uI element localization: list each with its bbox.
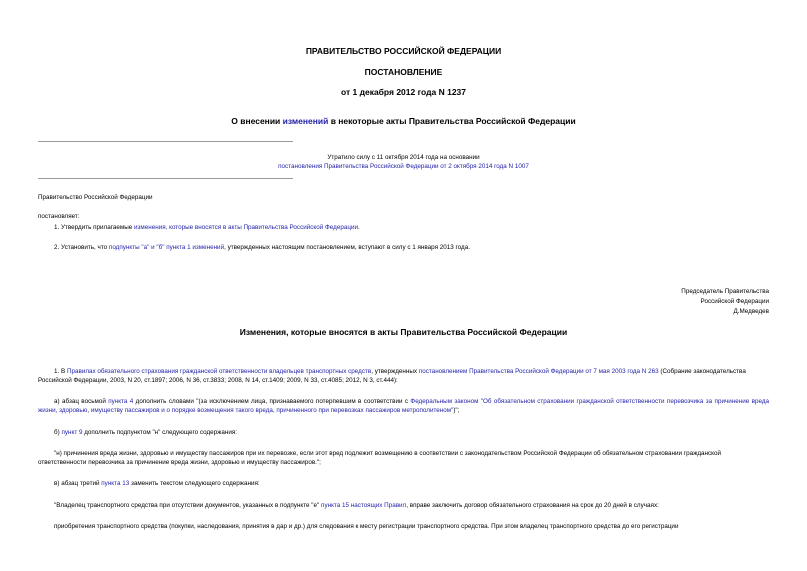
owner-paragraph-post: , вправе заключить договор обязательного страхования на срок до 20 дней в случаях:: [406, 502, 659, 509]
signature-org: Российской Федерации: [700, 298, 769, 305]
point-13-link[interactable]: пункта 13: [101, 480, 130, 487]
document-date-number: от 1 декабря 2012 года N 1237: [340, 87, 467, 97]
osago-rules-link[interactable]: Правилах обязательного страхования гражданской ответственности владельцев транспортных средств: [66, 368, 372, 375]
subitem-a-pre: а) абзац восьмой: [54, 398, 109, 405]
government-heading: ПРАВИТЕЛЬСТВО РОССИЙСКОЙ ФЕДЕРАЦИИ: [305, 46, 502, 56]
separator-top: [38, 141, 293, 142]
title-text-post: в некоторые акты Правительства Российской Федерации: [328, 116, 576, 126]
paragraph-2-pre: 2. Установить, что: [54, 244, 109, 251]
subitem-v-pre: в) абзац третий: [54, 480, 102, 487]
subpoint-n-content: "н) причинения вреда жизни, здоровью и имуществу пассажиров при их перевозке, если этот вред подлежит возмещению в соответствии с законодательством Российской Федерации об обязательном страховании гражданской ответственности перевозчика за причинение вреда жизни, здоровью и имуществу пассажиров.";: [38, 450, 721, 466]
point-15-link[interactable]: пункта 15 настоящих Правил: [321, 502, 407, 509]
repeal-note-line1: Утратило силу с 11 октября 2014 года на основании: [327, 154, 480, 161]
signature-name: Д.Медведев: [733, 308, 769, 315]
subitem-a-post: )";: [453, 407, 460, 414]
resolution-263-link[interactable]: постановлением Правительства Российской Федерации от 7 мая 2003 года N 263: [418, 368, 659, 375]
subitem-v-post: заменить текстом следующего содержания:: [129, 480, 260, 487]
subitem-a-mid: дополнить словами "(за исключением лица, признаваемого потерпевшим в соответствии с: [133, 398, 411, 405]
acquisition-paragraph: приобретения транспортного средства (покупки, наследования, принятия в дар и др.) для следования к месту регистрации транспортного средства. При этом владелец транспортного средства до его регистрации: [54, 523, 679, 530]
title-changes-link[interactable]: изменений: [282, 116, 329, 126]
subparagraphs-link[interactable]: подпункты "а" и "б" пункта 1 изменений: [108, 244, 225, 251]
paragraph-1-pre: 1. Утвердить прилагаемые: [54, 224, 134, 231]
document-type: ПОСТАНОВЛЕНИЕ: [364, 67, 443, 77]
approved-changes-link[interactable]: изменения, которые вносятся в акты Правительства Российской Федерации: [134, 224, 358, 231]
item-1-mid: , утвержденных: [371, 368, 419, 375]
document-title: [0, 116, 807, 126]
subpoint-n-text: [38, 449, 769, 467]
subitem-a: [38, 397, 769, 415]
issuer-text: Правительство Российской Федерации: [38, 194, 153, 201]
paragraph-1-post: .: [357, 224, 360, 231]
point-9-link[interactable]: пункт 9: [61, 429, 83, 436]
point-4-link[interactable]: пункта 4: [108, 398, 134, 405]
owner-paragraph-pre: "Владелец транспортного средства при отсутствии документов, указанных в подпункте "е": [54, 502, 322, 509]
repeal-resolution-link[interactable]: постановления Правительства Российской Федерации от 2 октября 2014 года N 1007: [278, 163, 529, 170]
item-1-post: (Собрание законодательства Российской Федерации, 2003, N 20, ст.1897; 2006, N 36, ст.3833; 2008, N 14, ст.1409; 2009, N 33, ст.4085; 2012, N 3, ст.444):: [38, 368, 746, 384]
subitem-b-post: дополнить подпунктом "н" следующего содержания:: [82, 429, 238, 436]
paragraph-1: [54, 223, 360, 232]
subitem-b: [54, 428, 237, 437]
separator-bottom: [38, 178, 293, 179]
owner-paragraph: [54, 501, 659, 510]
repeal-note-line2: [0, 162, 807, 171]
item-1-pre: 1. В: [54, 368, 67, 375]
paragraph-2: [54, 243, 470, 252]
subitem-v: [54, 479, 260, 488]
changes-title: Изменения, которые вносятся в акты Правительства Российской Федерации: [239, 327, 568, 337]
federal-law-link[interactable]: Федеральным законом "Об обязательном страховании гражданской ответственности перевозчика за причинение вреда жизни, здоровью, имуществу пассажиров и о порядке возмещения такого вреда, причиненного при перевозках пассажиров метрополитеном": [38, 398, 769, 414]
subitem-b-pre: б): [54, 429, 62, 436]
paragraph-2-post: , утвержденных настоящим постановлением, вступают в силу с 1 января 2013 года.: [224, 244, 470, 251]
item-1: [38, 367, 769, 385]
title-text-pre: О внесении: [231, 116, 283, 126]
resolves-text: постановляет:: [38, 213, 80, 220]
signature-title: Председатель Правительства: [681, 288, 769, 295]
